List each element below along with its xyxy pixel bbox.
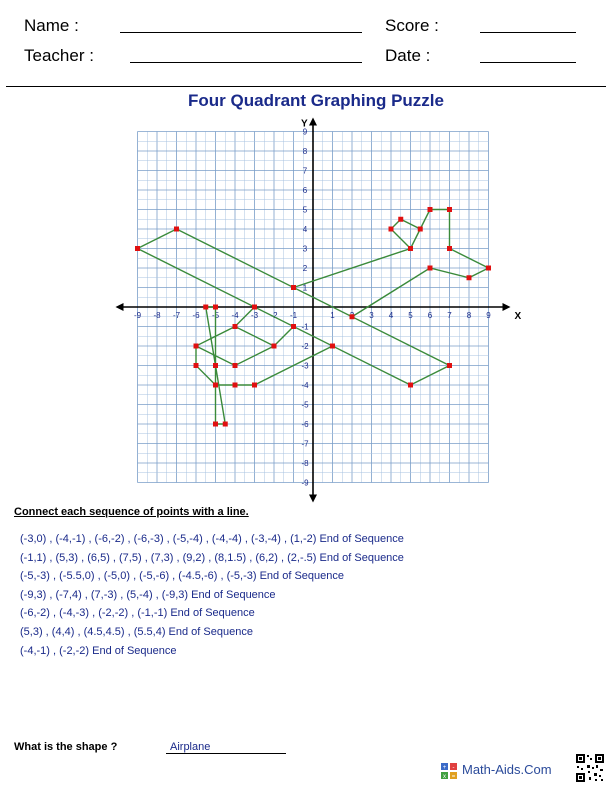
data-point [330,344,335,349]
y-axis-arrow-up [309,118,317,126]
data-point [194,344,199,349]
data-point [447,207,452,212]
svg-text:-: - [452,765,455,771]
y-tick-label: 3 [302,244,308,254]
y-tick-label: 8 [302,147,308,156]
name-label: Name : [24,16,79,35]
x-tick-label: 4 [388,311,394,320]
data-point [408,383,413,388]
data-point [389,227,394,232]
x-tick-label: 3 [369,311,374,320]
y-axis-arrow-down [309,495,317,503]
sequence-line: (-3,0) , (-4,-1) , (-6,-2) , (-6,-3) , (-5,-4) , (-4,-4) , (-3,-4) , (1,-2) End of Sequence [20,533,404,545]
x-tick-label: 9 [486,311,491,320]
x-tick-label: 6 [427,311,433,320]
data-point [203,305,208,310]
y-axis-label: Y [301,118,308,130]
data-point [233,324,238,329]
data-point [398,217,403,222]
data-point [486,266,491,271]
y-tick-label: 6 [302,186,308,195]
y-tick-label: 4 [302,225,308,234]
data-point [233,383,238,388]
x-tick-label: -9 [133,311,142,320]
x-tick-label: -8 [153,311,161,320]
x-axis-arrow-right [503,303,511,311]
date-label: Date : [385,46,431,65]
x-axis-label: X [514,311,522,322]
y-tick-label: 9 [302,127,308,137]
data-point [291,324,296,329]
data-point [350,314,355,319]
y-tick-label: -8 [301,459,309,468]
data-point [418,227,423,232]
data-point [174,227,179,232]
data-point [252,383,257,388]
data-point [213,383,218,388]
data-point [447,363,452,368]
sequence-line: (-5,-3) , (-5.5,0) , (-5,0) , (-5,-6) , (-4.5,-6) , (-5,-3) End of Sequence [20,570,344,583]
data-point [213,422,218,427]
x-tick-label: 7 [447,311,452,320]
x-tick-label: 5 [408,311,413,320]
x-axis-arrow-left [116,303,124,311]
data-point [428,266,433,271]
y-tick-label: -1 [301,322,309,332]
data-point [223,422,228,427]
x-tick-label: 8 [466,311,472,320]
y-tick-label: 1 [302,283,308,293]
y-tick-label: -4 [301,381,309,390]
sequence-line: (-1,1) , (5,3) , (6,5) , (7,5) , (7,3) , (9,2) , (8,1.5) , (6,2) , (2,-.5) End of Sequence [20,551,404,564]
score-label: Score : [385,16,439,35]
x-tick-label: -5 [211,311,220,320]
brand-text: Math-Aids.Com [462,762,552,777]
data-point [135,246,140,251]
x-tick-label: -6 [192,311,200,320]
y-tick-label: -5 [301,400,309,410]
x-tick-label: -2 [270,311,278,320]
sequence-line: (-9,3) , (-7,4) , (7,-3) , (5,-4) , (-9,3) End of Sequence [20,588,276,601]
svg-text:+: + [442,765,447,771]
y-tick-label: 7 [302,166,308,176]
data-point [233,363,238,368]
y-tick-label: 5 [302,205,308,215]
sequence-line: (-6,-2) , (-4,-3) , (-2,-2) , (-1,-1) End of Sequence [20,607,255,620]
question-label: What is the shape ? [14,741,118,753]
y-tick-label: -2 [301,342,309,351]
data-point [272,344,277,349]
data-point [213,305,218,310]
instructions: Connect each sequence of points with a line. [14,506,249,518]
x-tick-label: -7 [172,311,181,320]
data-point [194,363,199,368]
x-tick-label: -1 [289,311,298,320]
svg-text:=: = [451,774,456,780]
tick-labels [134,119,522,488]
data-point [252,305,257,310]
y-tick-label: -7 [301,439,309,449]
sequence-list [20,530,404,660]
answer-field[interactable]: Airplane [166,741,286,754]
page-title: Four Quadrant Graphing Puzzle [188,91,444,110]
sequence-line [391,219,420,248]
x-tick-label: -3 [250,311,259,320]
qr-code-icon [575,753,605,783]
x-tick-label: 1 [330,311,335,320]
y-tick-label: -9 [301,478,309,488]
data-point [291,285,296,290]
svg-text:x: x [443,774,446,780]
data-point [213,363,218,368]
data-point [467,275,472,280]
data-point [447,246,452,251]
sequence-line: (-4,-1) , (-2,-2) End of Sequence [20,644,177,657]
data-point [408,246,413,251]
y-tick-label: 2 [302,264,308,273]
axes [116,118,511,503]
y-tick-label: -3 [301,361,309,371]
calculator-icon [440,762,458,780]
x-tick-label: -4 [231,311,239,320]
data-point [428,207,433,212]
teacher-label: Teacher : [24,46,94,65]
sequence-line: (5,3) , (4,4) , (4.5,4.5) , (5.5,4) End of Sequence [20,625,253,638]
y-tick-label: -6 [301,420,309,429]
